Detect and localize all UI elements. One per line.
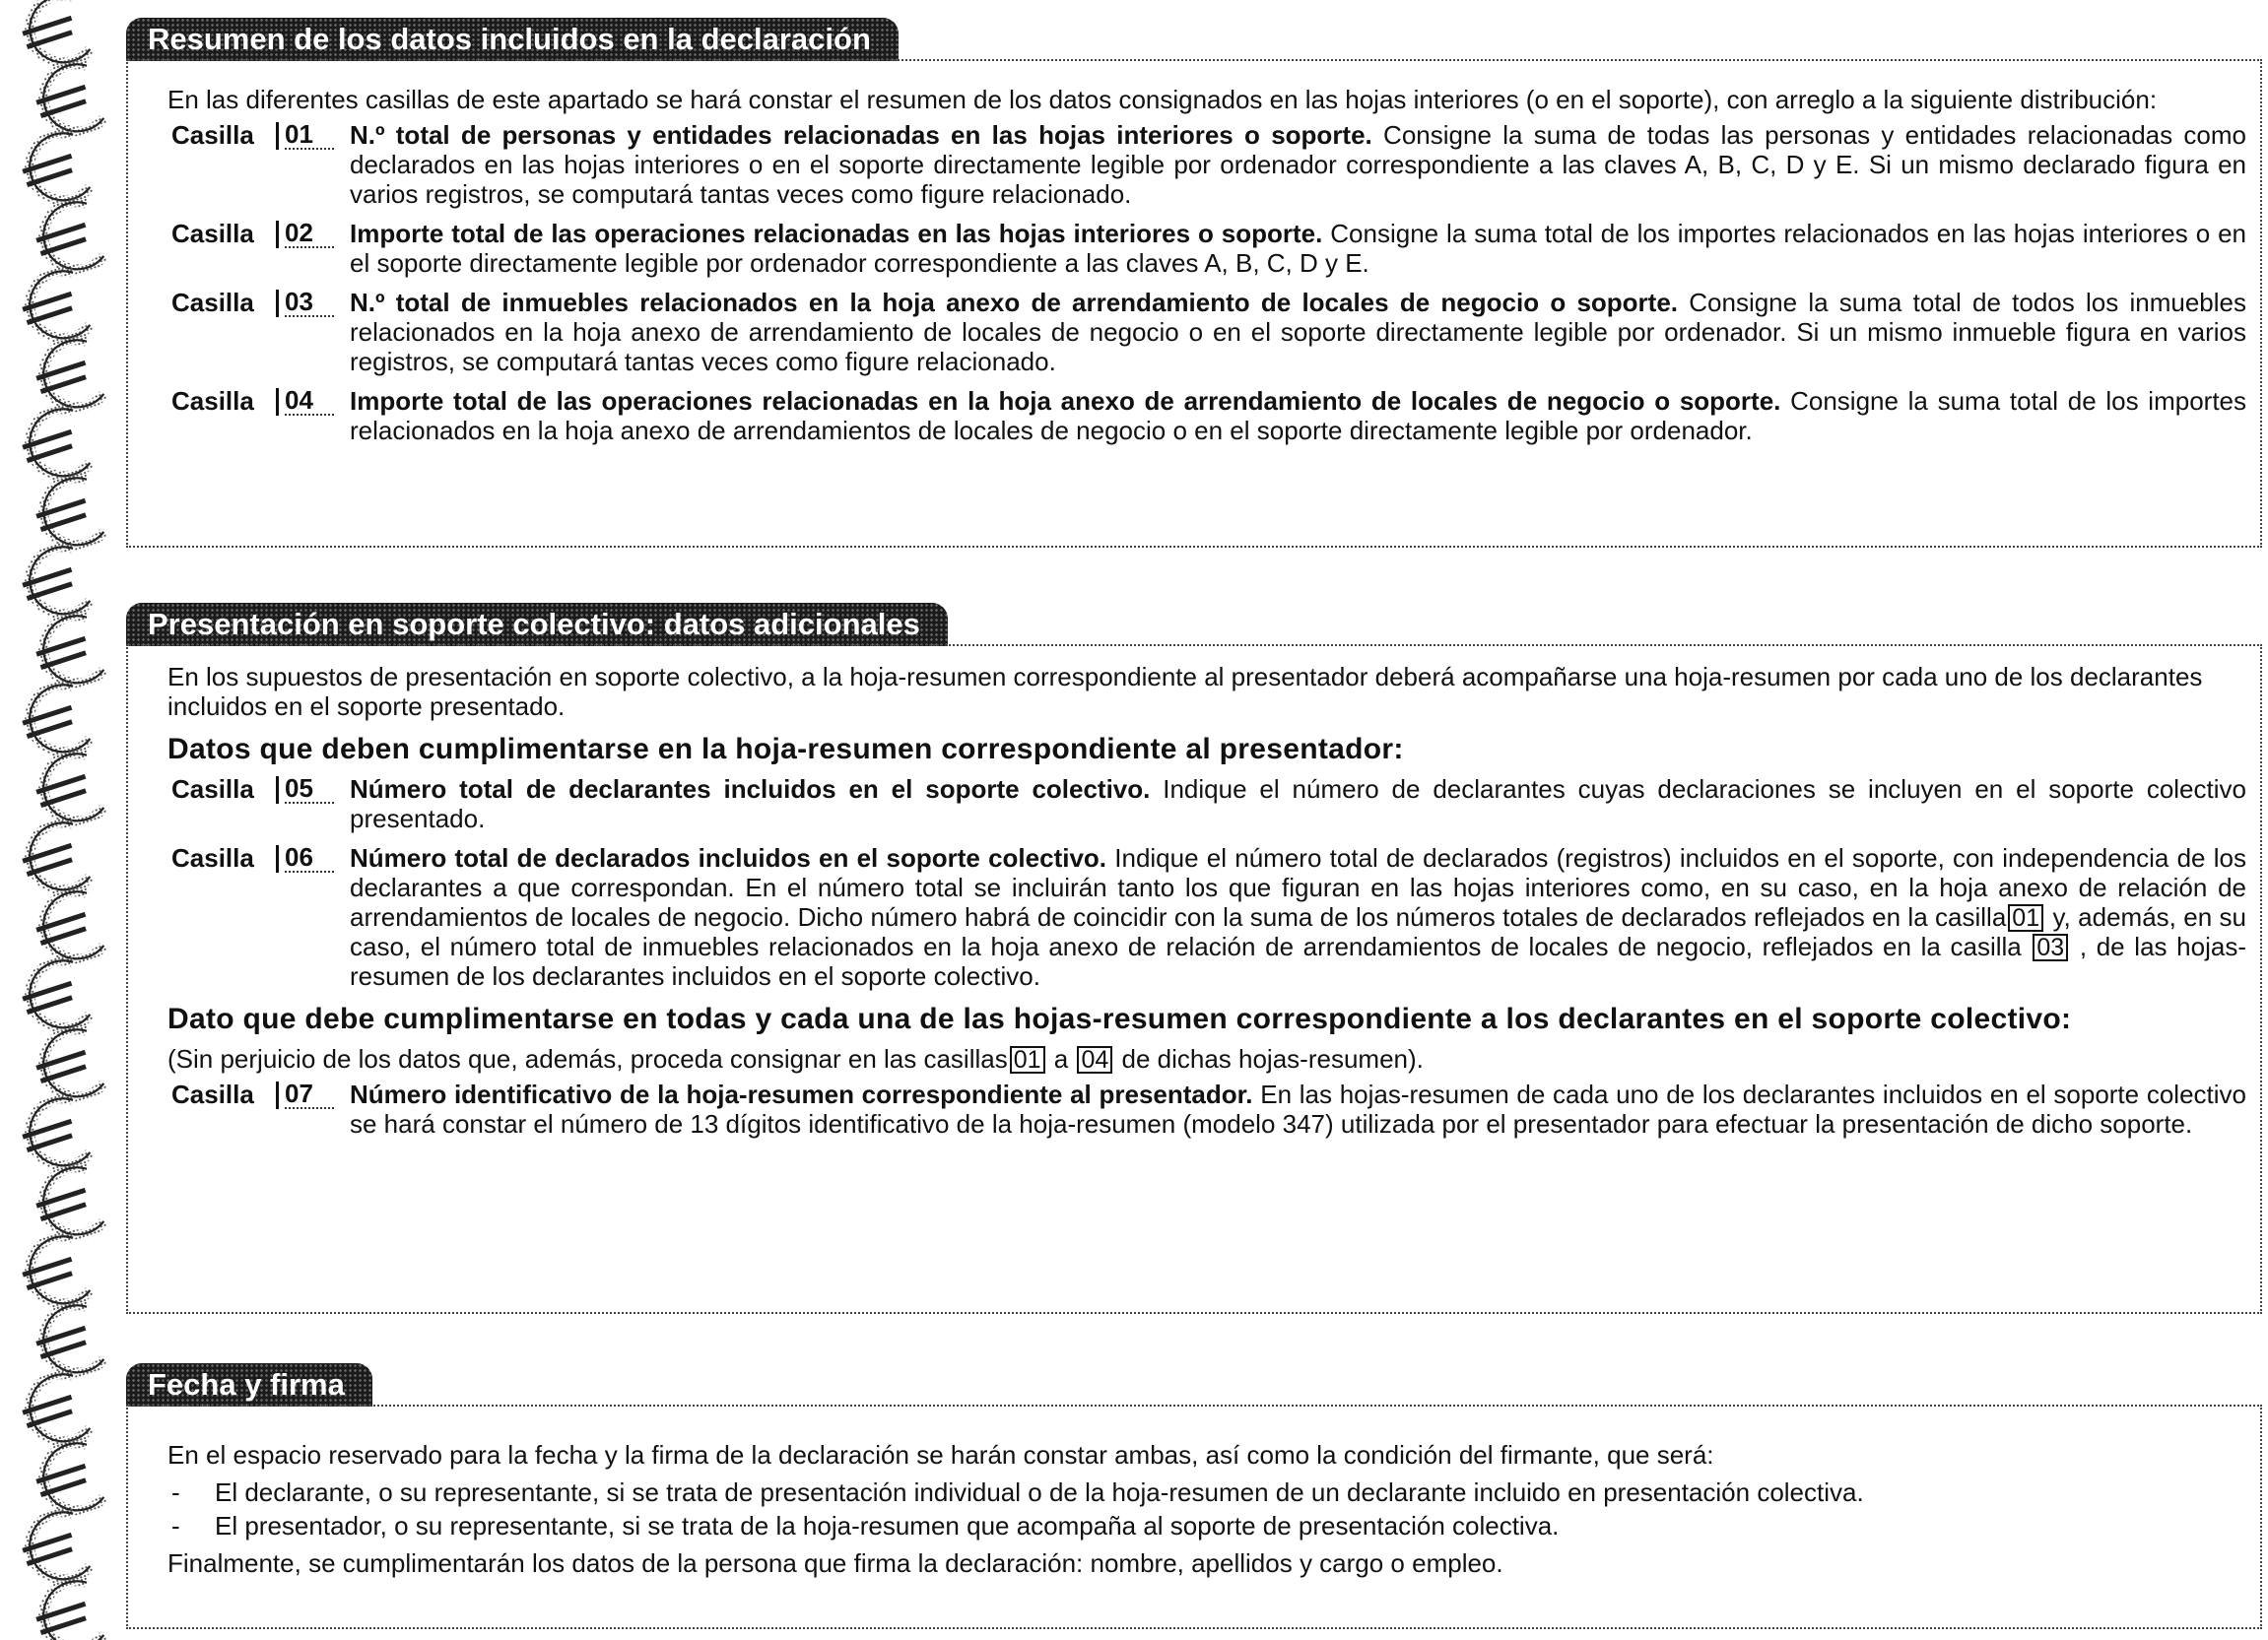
casilla-description — [350, 843, 2246, 991]
casilla-02 — [167, 219, 2246, 278]
section-signature-tab — [126, 1363, 372, 1407]
casilla-heading: Importe total de las operaciones relacionadas en la hoja anexo de arrendamiento de locales de negocio o soporte. — [350, 386, 1781, 416]
casilla-heading: Número total de declarados incluidos en el soporte colectivo. — [350, 843, 1107, 873]
section-summary-body — [167, 85, 2246, 455]
casilla-description — [350, 219, 2246, 278]
casilla-07 — [167, 1080, 2246, 1139]
note-part-b: a — [1046, 1044, 1076, 1074]
casilla-divider — [276, 1082, 279, 1109]
casilla-body: Indique el número de declarantes cuyas declaraciones se incluyen en el soporte colectivo presentado. — [350, 774, 2246, 833]
casilla-divider — [276, 290, 279, 317]
casilla-number: 01 — [285, 120, 334, 150]
section-summary-title: Resumen de los datos incluidos en la declaración — [148, 22, 871, 56]
euro-icon — [29, 1577, 105, 1640]
casilla-description — [350, 774, 2246, 833]
section-signature-closing: Finalmente, se cumplimentarán los datos de la persona que firma la declaración: nombre, apellidos y cargo o empleo. — [167, 1548, 1503, 1578]
casilla-number: 02 — [285, 219, 334, 248]
note-part-c: de dichas hojas-resumen). — [1114, 1044, 1424, 1074]
casilla-body: Consigne la suma de todas las personas y entidades relacionadas como declarados en las hojas interiores o en el soporte directamente legible por ordenador correspondiente a las claves A, B, C, D y E. Si un mismo declarado figura en varios registros, se computará tantas veces como figure relacionado. — [350, 120, 2246, 209]
casilla-number: 03 — [285, 288, 334, 317]
list-item — [167, 1477, 2246, 1507]
casilla-body: Consigne la suma total de los importes relacionados en la hoja anexo de arrendamientos de locales de negocio o en el soporte directamente legible por ordenador. — [350, 386, 2246, 445]
casilla-label: Casilla — [171, 774, 254, 804]
subheading-presenter: Datos que deben cumplimentarse en la hoja-resumen correspondiente al presentador: — [167, 733, 1404, 765]
casilla-ref-box: 01 — [1010, 1046, 1045, 1074]
list-item — [167, 1511, 2246, 1541]
casilla-06 — [167, 843, 2246, 991]
euro-pattern-icon — [0, 0, 110, 1640]
casilla-description — [350, 288, 2246, 376]
casilla-description — [350, 1080, 2246, 1139]
casilla-body-part-a: Indique el número total de declarados (registros) incluidos en el soporte, con independencia de los declarantes a que correspondan. En el número total se incluirán tanto los que figuran en las hojas interiores como, en su caso, en la hoja anexo de relación de arrendamientos de locales de negocio. Dicho número habrá de coincidir con la suma de los números totales de declarados reflejados en la casilla — [350, 843, 2246, 932]
casilla-label: Casilla — [171, 120, 254, 150]
casilla-heading: Número identificativo de la hoja-resumen correspondiente al presentador. — [350, 1080, 1253, 1109]
euro-pattern-strip — [0, 0, 110, 1640]
casilla-divider — [276, 122, 279, 150]
section-collective-tab — [126, 603, 948, 646]
casilla-divider — [276, 776, 279, 804]
list-item-text: El presentador, o su representante, si se trata de la hoja-resumen que acompaña al soporte de presentación colectiva. — [215, 1511, 1560, 1541]
casilla-heading: N.º total de personas y entidades relacionadas en las hojas interiores o soporte. — [350, 120, 1372, 150]
section-collective-title: Presentación en soporte colectivo: datos adicionales — [148, 607, 920, 641]
casilla-number: 04 — [285, 386, 334, 416]
bullet-marker: - — [171, 1511, 180, 1541]
list-item-text: El declarante, o su representante, si se trata de presentación individual o de la hoja-resumen de un declarante incluido en presentación colectiva. — [215, 1477, 1864, 1507]
casilla-ref-box: 04 — [1077, 1046, 1112, 1074]
casilla-description — [350, 386, 2246, 445]
casilla-body: Consigne la suma total de todos los inmuebles relacionados en la hoja anexo de arrendamiento de locales de negocio o en el soporte directamente legible por ordenador. Si un mismo inmueble figura en varios registros, se computará tantas veces como figure relacionado. — [350, 288, 2246, 376]
section-signature-body — [167, 1440, 2246, 1578]
casilla-body: Consigne la suma total de los importes relacionados en las hojas interiores o en el soporte directamente legible por ordenador correspondiente a las claves A, B, C, D y E. — [350, 219, 2246, 278]
casilla-divider — [276, 221, 279, 248]
casilla-label: Casilla — [171, 386, 254, 416]
casilla-body: En las hojas-resumen de cada uno de los declarantes incluidos en el soporte colectivo se hará constar el número de 13 dígitos identificativo de la hoja-resumen (modelo 347) utilizada por el presentador para efectuar la presentación de dicho soporte. — [350, 1080, 2246, 1139]
casilla-heading: N.º total de inmuebles relacionados en la hoja anexo de arrendamiento de locales de negocio o soporte. — [350, 288, 1679, 317]
casilla-number: 06 — [285, 843, 334, 873]
casilla-label: Casilla — [171, 288, 254, 317]
casilla-label: Casilla — [171, 843, 254, 873]
bullet-marker: - — [171, 1477, 180, 1507]
casilla-divider — [276, 388, 279, 416]
casilla-body-part-c: , de las hojas-resumen de los declarantes incluidos en el soporte colectivo. — [350, 932, 2246, 991]
section-collective-body — [167, 662, 2246, 1148]
casilla-ref-box: 01 — [2008, 904, 2043, 932]
casilla-body-part-b: y, además, en su caso, el número total de inmuebles relacionados en la hoja anexo de relación de arrendamientos de locales de negocio, reflejados en la casilla — [350, 902, 2247, 961]
subheading-declarants: Dato que debe cumplimentarse en todas y cada una de las hojas-resumen correspondiente a los declarantes en el soporte colectivo: — [167, 1003, 2072, 1035]
casilla-divider — [276, 845, 279, 873]
casilla-heading: Importe total de las operaciones relacionadas en las hojas interiores o soporte. — [350, 219, 1323, 248]
section-summary-intro: En las diferentes casillas de este apartado se hará constar el resumen de los datos consignados en las hojas interiores (o en el soporte), con arreglo a la siguiente distribución: — [167, 85, 2158, 114]
note-line — [167, 1044, 2246, 1074]
casilla-heading: Número total de declarantes incluidos en el soporte colectivo. — [350, 774, 1151, 804]
casilla-label: Casilla — [171, 219, 254, 248]
section-signature-intro: En el espacio reservado para la fecha y la firma de la declaración se harán constar ambas, así como la condición del firmante, que será: — [167, 1440, 1714, 1470]
casilla-03 — [167, 288, 2246, 376]
casilla-ref-box: 03 — [2033, 934, 2068, 961]
casilla-04 — [167, 386, 2246, 445]
casilla-01 — [167, 120, 2246, 209]
casilla-number: 07 — [285, 1080, 334, 1109]
note-part-a: (Sin perjuicio de los datos que, además, proceda consignar en las casillas — [167, 1044, 1008, 1074]
section-collective-intro: En los supuestos de presentación en soporte colectivo, a la hoja-resumen correspondiente al presentador deberá acompañarse una hoja-resumen por cada uno de los declarantes incluidos en el soporte presentado. — [167, 662, 2203, 721]
casilla-number: 05 — [285, 774, 334, 804]
casilla-05 — [167, 774, 2246, 833]
section-signature-title: Fecha y firma — [148, 1367, 345, 1402]
section-summary-tab — [126, 18, 899, 61]
casilla-description — [350, 120, 2246, 209]
casilla-label: Casilla — [171, 1080, 254, 1109]
